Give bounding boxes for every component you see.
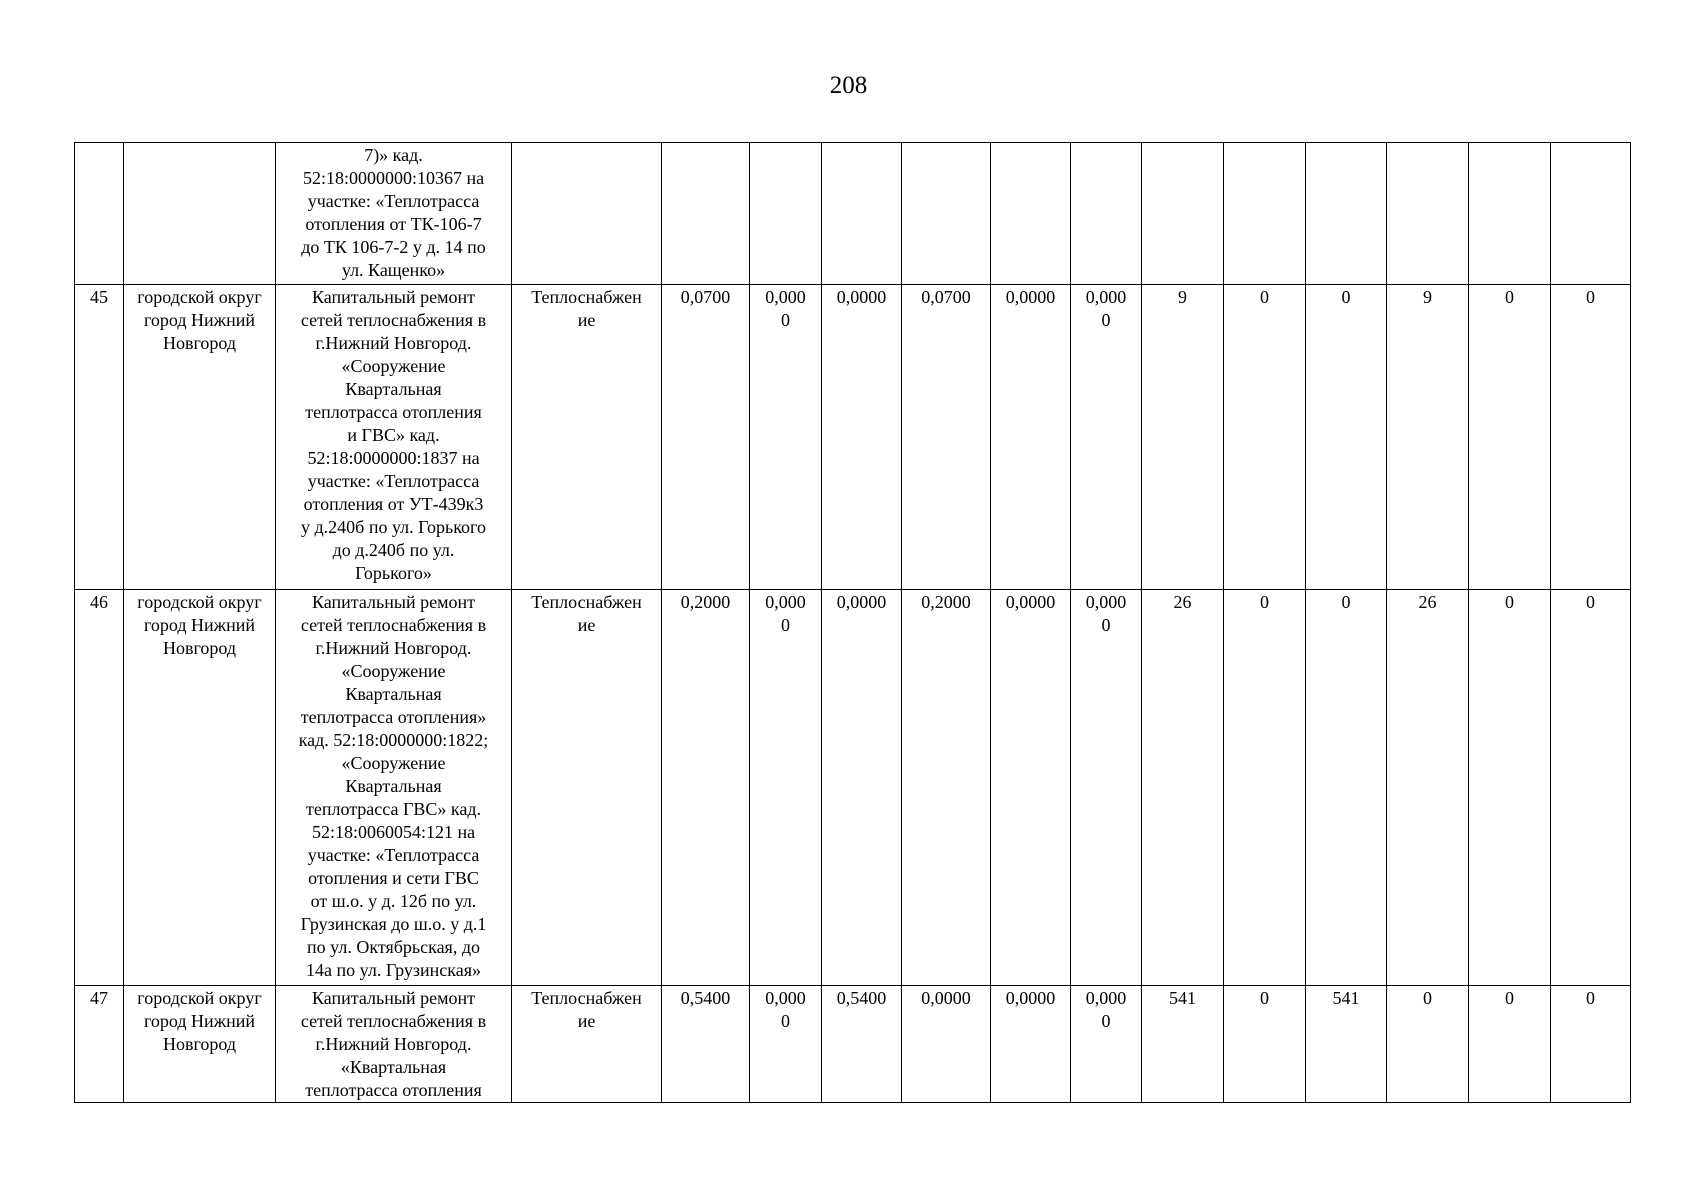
table-body <box>75 143 1631 1103</box>
value-cell <box>1469 143 1551 285</box>
value-cell: 0 <box>1551 590 1631 986</box>
value-cell: 0,000 0 <box>750 986 822 1103</box>
row-number-cell <box>75 143 124 285</box>
value-cell <box>1551 143 1631 285</box>
value-cell <box>1224 143 1306 285</box>
value-cell: 541 <box>1142 986 1224 1103</box>
value-cell <box>1306 143 1387 285</box>
value-cell: 0 <box>1306 590 1387 986</box>
value-cell: 0 <box>1469 285 1551 590</box>
value-cell: 0,2000 <box>662 590 750 986</box>
value-cell <box>1071 143 1142 285</box>
municipality-cell: городской округ город Нижний Новгород <box>124 285 276 590</box>
municipality-cell: городской округ город Нижний Новгород <box>124 590 276 986</box>
value-cell: 0 <box>1306 285 1387 590</box>
sector-cell: Теплоснабжен ие <box>512 590 662 986</box>
value-cell: 0 <box>1469 986 1551 1103</box>
value-cell: 0,000 0 <box>750 285 822 590</box>
table-row <box>75 590 1631 986</box>
value-cell <box>1387 143 1469 285</box>
value-cell <box>991 143 1071 285</box>
value-cell: 0 <box>1224 285 1306 590</box>
municipality-cell <box>124 143 276 285</box>
value-cell: 0,0700 <box>662 285 750 590</box>
sector-cell: Теплоснабжен ие <box>512 285 662 590</box>
value-cell: 0 <box>1469 590 1551 986</box>
value-cell: 0,000 0 <box>750 590 822 986</box>
value-cell: 0,0000 <box>822 285 902 590</box>
table-row <box>75 285 1631 590</box>
investment-table <box>74 142 1631 1103</box>
sector-cell <box>512 143 662 285</box>
value-cell: 9 <box>1387 285 1469 590</box>
table-row <box>75 143 1631 285</box>
value-cell: 26 <box>1387 590 1469 986</box>
value-cell <box>662 143 750 285</box>
value-cell <box>822 143 902 285</box>
value-cell: 0 <box>1224 986 1306 1103</box>
table-row <box>75 986 1631 1103</box>
value-cell: 0 <box>1551 285 1631 590</box>
value-cell <box>1142 143 1224 285</box>
value-cell: 0,0000 <box>991 285 1071 590</box>
project-description-cell: 7)» кад. 52:18:0000000:10367 на участке: «Теплотрасса отопления от ТК-106-7 до ТК 106-7-2 у д. 14 по ул. Кащенко» <box>276 143 512 285</box>
value-cell <box>902 143 991 285</box>
value-cell: 0,0700 <box>902 285 991 590</box>
row-number-cell: 47 <box>75 986 124 1103</box>
value-cell: 0 <box>1551 986 1631 1103</box>
value-cell: 0,000 0 <box>1071 285 1142 590</box>
value-cell: 0,0000 <box>991 590 1071 986</box>
row-number-cell: 45 <box>75 285 124 590</box>
value-cell: 0,0000 <box>822 590 902 986</box>
value-cell: 0,5400 <box>822 986 902 1103</box>
value-cell <box>750 143 822 285</box>
value-cell: 0,0000 <box>902 986 991 1103</box>
value-cell: 0 <box>1224 590 1306 986</box>
value-cell: 0 <box>1387 986 1469 1103</box>
project-description-cell: Капитальный ремонт сетей теплоснабжения в г.Нижний Новгород. «Квартальная теплотрасса отопления <box>276 986 512 1103</box>
page-number: 208 <box>829 72 868 99</box>
value-cell: 26 <box>1142 590 1224 986</box>
project-description-cell: Капитальный ремонт сетей теплоснабжения в г.Нижний Новгород. «Сооружение Квартальная теплотрасса отопления» кад. 52:18:0000000:1822; «Сооружение Квартальная теплотрасса ГВС» кад. 52:18:0060054:121 на участке: «Теплотрасса отопления и сети ГВС от ш.о. у д. 12б по ул. Грузинская до ш.о. у д.1 по ул. Октябрьская, до 14а по ул. Грузинская» <box>276 590 512 986</box>
municipality-cell: городской округ город Нижний Новгород <box>124 986 276 1103</box>
value-cell: 9 <box>1142 285 1224 590</box>
value-cell: 0,0000 <box>991 986 1071 1103</box>
value-cell: 541 <box>1306 986 1387 1103</box>
value-cell: 0,5400 <box>662 986 750 1103</box>
value-cell: 0,000 0 <box>1071 590 1142 986</box>
value-cell: 0,2000 <box>902 590 991 986</box>
sector-cell: Теплоснабжен ие <box>512 986 662 1103</box>
row-number-cell: 46 <box>75 590 124 986</box>
value-cell: 0,000 0 <box>1071 986 1142 1103</box>
project-description-cell: Капитальный ремонт сетей теплоснабжения в г.Нижний Новгород. «Сооружение Квартальная теплотрасса отопления и ГВС» кад. 52:18:0000000:1837 на участке: «Теплотрасса отопления от УТ-439к3 у д.240б по ул. Горького до д.240б по ул. Горького» <box>276 285 512 590</box>
